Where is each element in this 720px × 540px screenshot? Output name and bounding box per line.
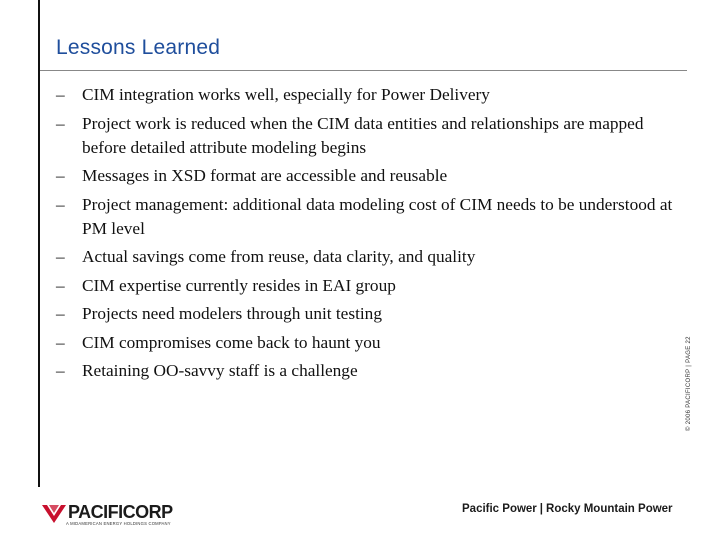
bullet-item xyxy=(56,331,686,355)
bullet-item xyxy=(56,83,686,107)
bullet-item xyxy=(56,359,686,383)
slide-title: Lessons Learned xyxy=(56,36,221,59)
bullet-dash: – xyxy=(56,361,65,380)
bullet-item xyxy=(56,112,686,160)
bullet-item xyxy=(56,164,686,188)
pacificorp-chevron-icon xyxy=(42,502,66,524)
brand-separator: | xyxy=(539,503,544,515)
bullet-dash: – xyxy=(56,304,65,323)
bullet-text: Actual savings come from reuse, data clarity, and quality xyxy=(82,247,476,266)
bullet-dash: – xyxy=(56,332,65,352)
brand-pacific-power: Pacific Power xyxy=(462,503,537,515)
bullet-text: Project management: additional data modeling cost of CIM needs to be understood at PM level xyxy=(82,194,673,238)
bullet-item xyxy=(56,193,686,241)
bullet-dash: – xyxy=(56,247,65,266)
bullet-dash: – xyxy=(56,275,65,295)
bullet-dash: – xyxy=(56,113,65,133)
bullet-text: Retaining OO-savvy staff is a challenge xyxy=(82,361,358,380)
bullet-text: CIM compromises come back to haunt you xyxy=(82,332,381,352)
logo-tagline: A MIDAMERICAN ENERGY HOLDINGS COMPANY xyxy=(66,521,171,526)
brand-rocky-mountain-power: Rocky Mountain Power xyxy=(546,503,673,515)
bullet-dash: – xyxy=(56,194,65,214)
title-underline xyxy=(40,70,687,71)
bullet-text: CIM integration works well, especially for Power Delivery xyxy=(82,85,490,104)
logo-wordmark xyxy=(68,502,173,523)
copyright-page-note: © 2006 PACIFICORP | PAGE 22 xyxy=(686,336,692,431)
left-vertical-rule xyxy=(38,0,40,487)
bullet-item xyxy=(56,245,686,269)
bullet-text: Messages in XSD format are accessible and reusable xyxy=(82,166,448,185)
footer-brands xyxy=(462,503,673,515)
bullet-text: Project work is reduced when the CIM data entities and relationships are mapped before detailed attribute modeling begins xyxy=(82,113,644,157)
logo-wordmark-prefix: PACIFI xyxy=(68,502,123,522)
bullet-item xyxy=(56,274,686,298)
bullet-list xyxy=(56,83,686,388)
bullet-dash: – xyxy=(56,166,65,185)
bullet-dash: – xyxy=(56,85,65,104)
bullet-item xyxy=(56,302,686,326)
bullet-text: Projects need modelers through unit testing xyxy=(82,304,382,323)
bullet-text: CIM expertise currently resides in EAI group xyxy=(82,275,396,295)
logo-wordmark-suffix: CORP xyxy=(122,502,173,522)
